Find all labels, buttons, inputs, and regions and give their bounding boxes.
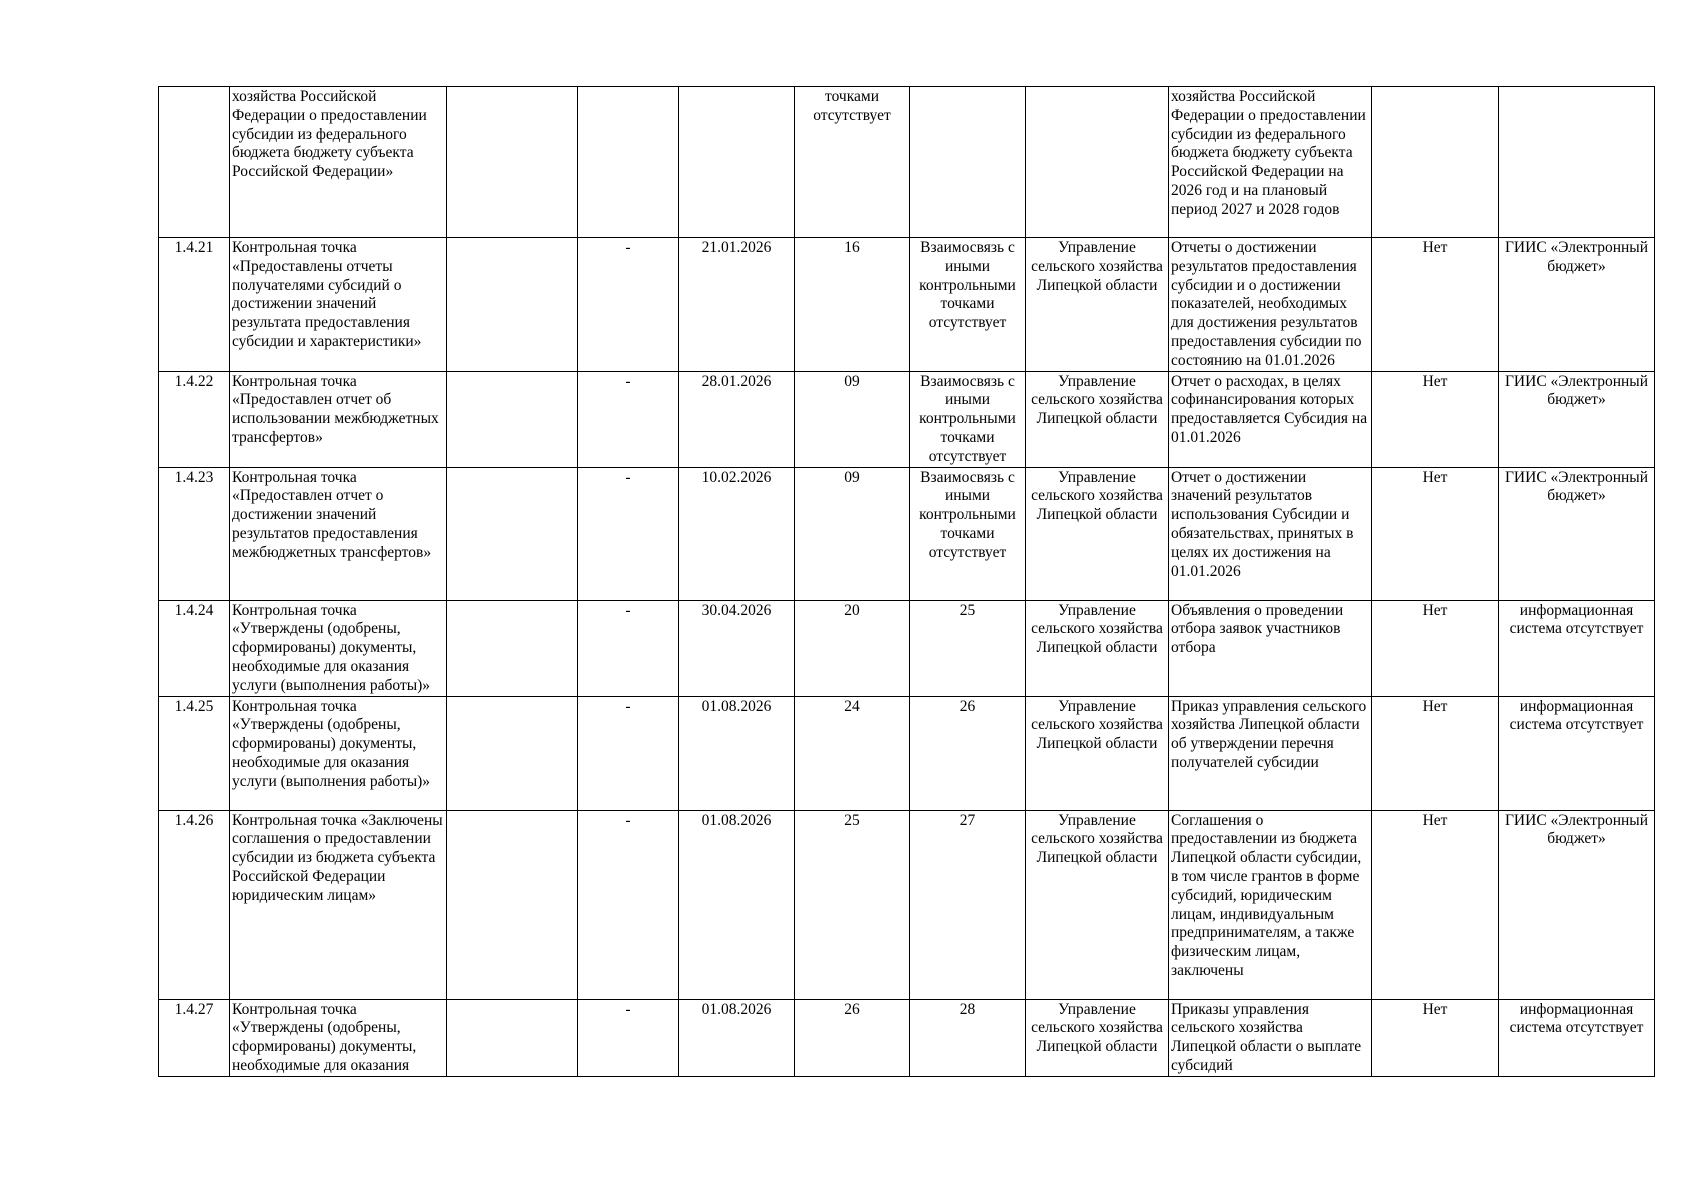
approval-cell: Нет xyxy=(1372,810,1499,999)
date-cell: 28.01.2026 xyxy=(679,371,795,467)
empty-cell xyxy=(447,696,578,810)
control-point-name: Контрольная точка «Утверждены (одобрены, сформированы) документы, необходимые для оказания услуги (выполнения работы)» xyxy=(230,696,447,810)
date-cell xyxy=(679,87,795,238)
row-number: 1.4.26 xyxy=(159,810,230,999)
approval-cell: Нет xyxy=(1372,696,1499,810)
responsible-cell: Управление сельского хозяйства Липецкой области xyxy=(1026,371,1169,467)
date-cell: 01.08.2026 xyxy=(679,696,795,810)
table-row xyxy=(159,810,1655,999)
control-point-name: Контрольная точка «Предоставлены отчеты получателями субсидий о достижении значений результата предоставления субсидии и характеристики» xyxy=(230,238,447,372)
approval-cell: Нет xyxy=(1372,999,1499,1076)
system-cell: ГИИС «Электронный бюджет» xyxy=(1499,371,1655,467)
responsible-cell: Управление сельского хозяйства Липецкой области xyxy=(1026,696,1169,810)
document-cell: хозяйства Российской Федерации о предоставлении субсидии из федерального бюджета бюджету субъекта Российской Федерации на 2026 год и на плановый период 2027 и 2028 годов xyxy=(1169,87,1372,238)
document-cell: Соглашения о предоставлении из бюджета Липецкой области субсидии, в том числе грантов в форме субсидий, юридическим лицам, индивидуальным предпринимателям, а также физическим лицам, заключены xyxy=(1169,810,1372,999)
link-cell: Взаимосвязь с иными контрольными точками отсутствует xyxy=(910,371,1026,467)
date-cell: 01.08.2026 xyxy=(679,999,795,1076)
control-point-name: Контрольная точка «Утверждены (одобрены, сформированы) документы, необходимые для оказания услуги (выполнения работы)» xyxy=(230,600,447,696)
table-row xyxy=(159,371,1655,467)
responsible-cell: Управление сельского хозяйства Липецкой области xyxy=(1026,600,1169,696)
type-cell: 09 xyxy=(795,467,910,600)
approval-cell: Нет xyxy=(1372,371,1499,467)
predecessor-cell: - xyxy=(578,696,679,810)
system-cell: ГИИС «Электронный бюджет» xyxy=(1499,238,1655,372)
type-cell: 09 xyxy=(795,371,910,467)
predecessor-cell: - xyxy=(578,999,679,1076)
type-cell: 26 xyxy=(795,999,910,1076)
control-points-table xyxy=(158,86,1655,1077)
responsible-cell: Управление сельского хозяйства Липецкой области xyxy=(1026,238,1169,372)
link-cell: 27 xyxy=(910,810,1026,999)
responsible-cell: Управление сельского хозяйства Липецкой области xyxy=(1026,999,1169,1076)
document-cell: Приказы управления сельского хозяйства Липецкой области о выплате субсидий xyxy=(1169,999,1372,1076)
type-cell: 24 xyxy=(795,696,910,810)
empty-cell xyxy=(447,87,578,238)
empty-cell xyxy=(447,600,578,696)
predecessor-cell: - xyxy=(578,238,679,372)
row-number: 1.4.27 xyxy=(159,999,230,1076)
table-row xyxy=(159,467,1655,600)
responsible-cell: Управление сельского хозяйства Липецкой области xyxy=(1026,467,1169,600)
row-number: 1.4.23 xyxy=(159,467,230,600)
link-cell: Взаимосвязь с иными контрольными точками отсутствует xyxy=(910,238,1026,372)
control-point-name: Контрольная точка «Предоставлен отчет об использовании межбюджетных трансфертов» xyxy=(230,371,447,467)
type-cell: 20 xyxy=(795,600,910,696)
table-row xyxy=(159,999,1655,1076)
document-cell: Отчеты о достижении результатов предоставления субсидии и о достижении показателей, необходимых для достижения результатов предоставления субсидии по состоянию на 01.01.2026 xyxy=(1169,238,1372,372)
link-cell: 26 xyxy=(910,696,1026,810)
empty-cell xyxy=(447,238,578,372)
table-row xyxy=(159,87,1655,238)
document-cell: Отчет о достижении значений результатов использования Субсидии и обязательствах, принятых в целях их достижения на 01.01.2026 xyxy=(1169,467,1372,600)
date-cell: 21.01.2026 xyxy=(679,238,795,372)
empty-cell xyxy=(447,371,578,467)
table-row xyxy=(159,600,1655,696)
approval-cell: Нет xyxy=(1372,600,1499,696)
type-cell: точками отсутствует xyxy=(795,87,910,238)
type-cell: 16 xyxy=(795,238,910,372)
row-number xyxy=(159,87,230,238)
approval-cell xyxy=(1372,87,1499,238)
predecessor-cell: - xyxy=(578,467,679,600)
approval-cell: Нет xyxy=(1372,467,1499,600)
control-point-name: Контрольная точка «Предоставлен отчет о достижении значений результатов предоставления межбюджетных трансфертов» xyxy=(230,467,447,600)
date-cell: 10.02.2026 xyxy=(679,467,795,600)
date-cell: 30.04.2026 xyxy=(679,600,795,696)
document-cell: Приказ управления сельского хозяйства Липецкой области об утверждении перечня получателей субсидии xyxy=(1169,696,1372,810)
table-row xyxy=(159,238,1655,372)
empty-cell xyxy=(447,999,578,1076)
link-cell: 25 xyxy=(910,600,1026,696)
predecessor-cell: - xyxy=(578,371,679,467)
row-number: 1.4.25 xyxy=(159,696,230,810)
system-cell: информационная система отсутствует xyxy=(1499,696,1655,810)
system-cell: информационная система отсутствует xyxy=(1499,999,1655,1076)
empty-cell xyxy=(447,467,578,600)
table-row xyxy=(159,696,1655,810)
link-cell: 28 xyxy=(910,999,1026,1076)
control-point-name: хозяйства Российской Федерации о предоставлении субсидии из федерального бюджета бюджету субъекта Российской Федерации» xyxy=(230,87,447,238)
predecessor-cell xyxy=(578,87,679,238)
system-cell: ГИИС «Электронный бюджет» xyxy=(1499,467,1655,600)
row-number: 1.4.24 xyxy=(159,600,230,696)
empty-cell xyxy=(447,810,578,999)
row-number: 1.4.22 xyxy=(159,371,230,467)
document-cell: Отчет о расходах, в целях софинансирования которых предоставляется Субсидия на 01.01.2026 xyxy=(1169,371,1372,467)
row-number: 1.4.21 xyxy=(159,238,230,372)
responsible-cell xyxy=(1026,87,1169,238)
responsible-cell: Управление сельского хозяйства Липецкой области xyxy=(1026,810,1169,999)
predecessor-cell: - xyxy=(578,810,679,999)
control-point-name: Контрольная точка «Заключены соглашения о предоставлении субсидии из бюджета субъекта Российской Федерации юридическим лицам» xyxy=(230,810,447,999)
predecessor-cell: - xyxy=(578,600,679,696)
link-cell xyxy=(910,87,1026,238)
system-cell: информационная система отсутствует xyxy=(1499,600,1655,696)
system-cell: ГИИС «Электронный бюджет» xyxy=(1499,810,1655,999)
date-cell: 01.08.2026 xyxy=(679,810,795,999)
document-cell: Объявления о проведении отбора заявок участников отбора xyxy=(1169,600,1372,696)
type-cell: 25 xyxy=(795,810,910,999)
system-cell xyxy=(1499,87,1655,238)
control-point-name: Контрольная точка «Утверждены (одобрены, сформированы) документы, необходимые для оказания xyxy=(230,999,447,1076)
link-cell: Взаимосвязь с иными контрольными точками отсутствует xyxy=(910,467,1026,600)
approval-cell: Нет xyxy=(1372,238,1499,372)
